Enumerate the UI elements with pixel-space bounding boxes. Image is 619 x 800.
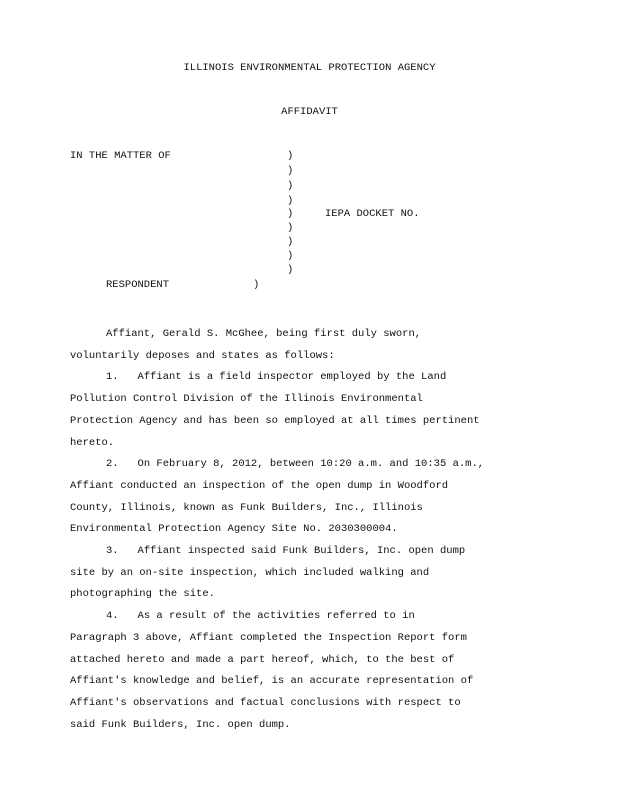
caption-paren: )	[287, 150, 294, 162]
paragraph-number: 3.	[106, 545, 119, 558]
paragraph-number: 1.	[106, 371, 119, 384]
caption-paren: )	[287, 236, 294, 248]
paragraph-line: Affiant's knowledge and belief, is an accurate representation of	[70, 675, 474, 688]
paragraph-line: Affiant conducted an inspection of the open dump in Woodford	[70, 479, 449, 492]
paragraph-number: 4.	[106, 610, 119, 623]
intro-line: Affiant, Gerald S. McGhee, being first duly sworn,	[106, 328, 422, 340]
paragraph-line: 3. Affiant inspected said Funk Builders, Inc. open dump	[106, 545, 466, 558]
matter-label: IN THE MATTER OF	[70, 150, 171, 162]
intro-line: voluntarily deposes and states as follows:	[70, 349, 335, 362]
paragraph-line: 1. Affiant is a field inspector employed by the Land	[106, 371, 447, 384]
paragraph-line: 4. As a result of the activities referred to in	[106, 610, 415, 623]
paragraph-line: Pollution Control Division of the Illinois Environmental	[70, 393, 423, 406]
paragraph-number: 2.	[106, 458, 119, 471]
paragraph-line: Protection Agency and has been so employed at all times pertinent	[70, 414, 480, 427]
caption-paren: )	[287, 195, 294, 207]
caption-paren: )	[287, 264, 294, 276]
paragraph-line: Environmental Protection Agency Site No. 2030300004.	[70, 523, 398, 536]
document-title: AFFIDAVIT	[281, 106, 338, 118]
paragraph-line: hereto.	[70, 436, 115, 449]
affidavit-body	[70, 324, 550, 736]
paragraph-line: County, Illinois, known as Funk Builders, Inc., Illinois	[70, 501, 423, 514]
caption-paren: )	[287, 165, 294, 177]
paragraph-line: attached hereto and made a part hereof, which, to the best of	[70, 653, 455, 666]
caption-paren: )	[287, 180, 294, 192]
paragraph-line: Paragraph 3 above, Affiant completed the Inspection Report form	[70, 631, 467, 644]
respondent-paren: )	[253, 279, 260, 291]
agency-title: ILLINOIS ENVIRONMENTAL PROTECTION AGENCY	[183, 62, 436, 74]
docket-label: IEPA DOCKET NO.	[325, 208, 420, 220]
paragraph-line: 2. On February 8, 2012, between 10:20 a.m. and 10:35 a.m.,	[106, 458, 485, 471]
respondent-label: RESPONDENT	[106, 279, 170, 291]
caption-paren: )	[287, 208, 294, 220]
caption-paren: )	[287, 250, 294, 262]
paragraph-line: said Funk Builders, Inc. open dump.	[70, 718, 291, 731]
caption-paren: )	[287, 222, 294, 234]
paragraph-line: site by an on-site inspection, which included walking and	[70, 566, 430, 579]
paragraph-line: Affiant's observations and factual conclusions with respect to	[70, 696, 461, 709]
paragraph-line: photographing the site.	[70, 588, 215, 601]
